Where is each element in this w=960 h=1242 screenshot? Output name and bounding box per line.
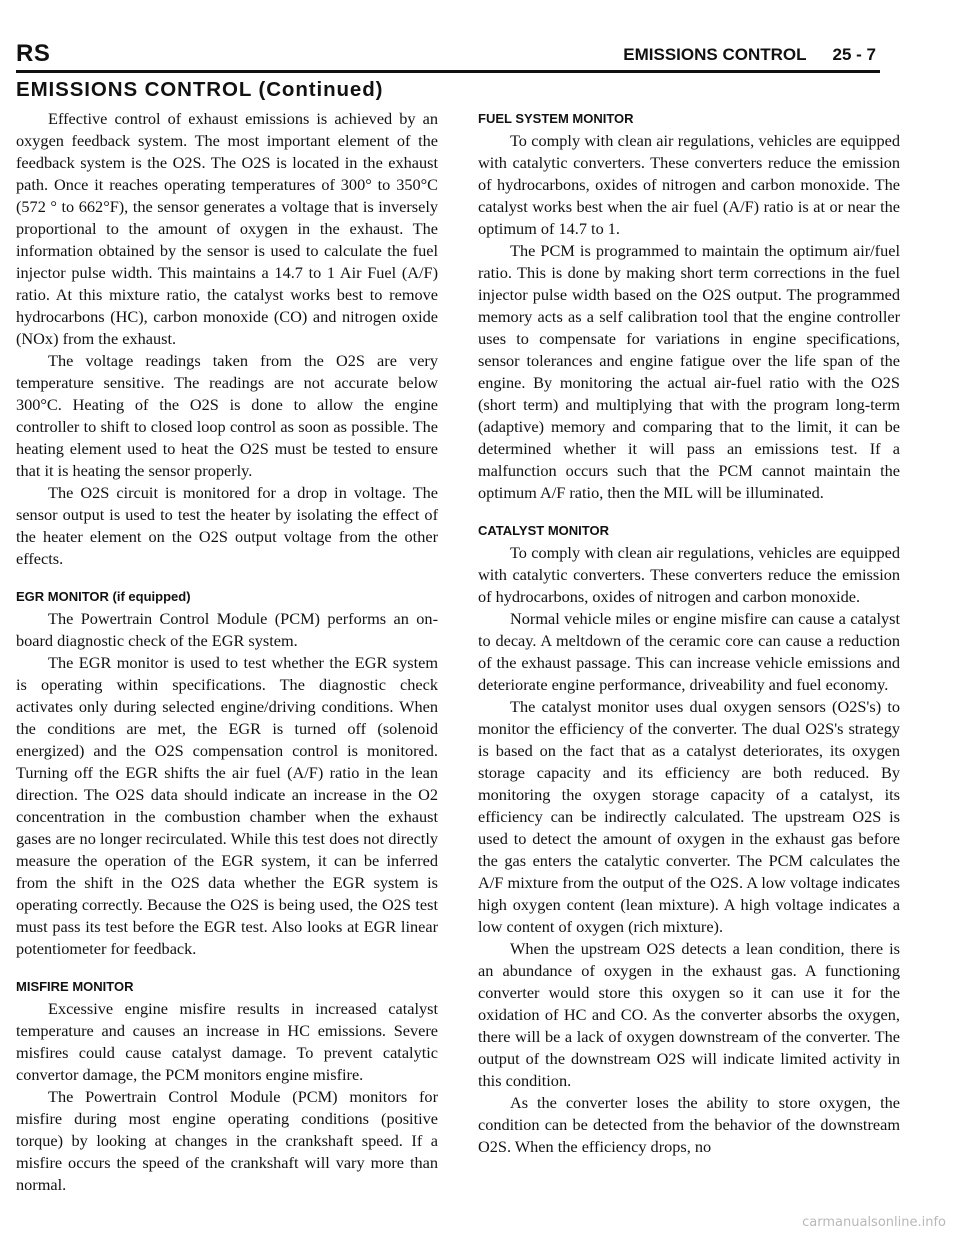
paragraph: To comply with clean air regulations, vehicles are equipped with catalytic converters. These converters reduce the emission of hydrocarbons, oxides of nitrogen and carbon monoxide. The catalyst works best when the air fuel (A/F) ratio is at or near the optimum of 14.7 to 1. xyxy=(478,131,900,238)
page-title: EMISSIONS CONTROL (Continued) xyxy=(16,78,384,101)
paragraph: When the upstream O2S detects a lean condition, there is an abundance of oxygen in the exhaust gas. A functioning converter would store this oxygen so it can use it for the oxidation of HC and CO. As the converter absorbs the oxygen, there will be a lack of oxygen downstream of the converter. The output of the downstream O2S will indicate limited activity in this condition. xyxy=(478,939,900,1090)
paragraph: The PCM is programmed to maintain the optimum air/fuel ratio. This is done by making short term corrections in the fuel injector pulse width based on the O2S output. The programmed memory acts as a self calibration tool that the engine controller uses to compensate for variations in engine specifications, sensor tolerances and engine fatigue over the life span of the engine. By monitoring the actual air-fuel ratio with the O2S (short term) and multiplying that with the program long-term (adaptive) memory and comparing that to the limit, it can be determined whether it will pass an emissions test. If a malfunction occurs such that the PCM cannot maintain the optimum A/F ratio, then the MIL will be illuminated. xyxy=(478,241,900,502)
paragraph: The EGR monitor is used to test whether the EGR system is operating within specifications. The diagnostic check activates only during selected engine/driving conditions. When the conditions are met, the EGR is turned off (solenoid energized) and the O2S compensation control is monitored. Turning off the EGR shifts the air fuel (A/F) ratio in the lean direction. The O2S data should indicate an increase in the O2 concentration in the combustion chamber when the exhaust gases are no longer recirculated. While this test does not directly measure the operation of the EGR system, it can be inferred from the shift in the O2S data whether the EGR system is operating correctly. Because the O2S is being used, the O2S test must pass its test before the EGR test. Also looks at EGR linear potentiometer for feedback. xyxy=(16,653,438,958)
header-section xyxy=(623,45,876,65)
header-model-code: RS xyxy=(16,40,51,67)
section-heading-catalyst-monitor: CATALYST MONITOR xyxy=(478,523,609,538)
paragraph: To comply with clean air regulations, vehicles are equipped with catalytic converters. These converters reduce the emission of hydrocarbons, oxides of nitrogen and carbon monoxide. xyxy=(478,543,900,606)
paragraph: The voltage readings taken from the O2S are very temperature sensitive. The readings are not accurate below 300°C. Heating of the O2S is done to allow the engine controller to shift to closed loop control as soon as possible. The heating element used to heat the O2S must be tested to ensure that it is heating the sensor properly. xyxy=(16,351,438,480)
section-heading-fuel-system-monitor: FUEL SYSTEM MONITOR xyxy=(478,111,634,126)
header-section-title: EMISSIONS CONTROL xyxy=(623,45,807,64)
paragraph: Normal vehicle miles or engine misfire can cause a catalyst to decay. A meltdown of the ceramic core can cause a reduction of the exhaust passage. This can increase vehicle emissions and deteriorate engine performance, driveability and fuel economy. xyxy=(478,609,900,694)
paragraph: The catalyst monitor uses dual oxygen sensors (O2S's) to monitor the efficiency of the converter. The dual O2S's strategy is based on the fact that as a catalyst deteriorates, its oxygen storage capacity and its efficiency are both reduced. By monitoring the oxygen storage capacity of a catalyst, its efficiency can be indirectly calculated. The upstream O2S is used to detect the amount of oxygen in the exhaust gas before the gas enters the catalytic converter. The PCM calculates the A/F mixture from the output of the O2S. A low voltage indicates high oxygen content (lean mixture). A high voltage indicates a low content of oxygen (rich mixture). xyxy=(478,697,900,936)
paragraph: The Powertrain Control Module (PCM) monitors for misfire during most engine operating conditions (positive torque) by looking at changes in the crankshaft speed. If a misfire occurs the speed of the crankshaft will vary more than normal. xyxy=(16,1087,438,1194)
header-rule xyxy=(16,70,880,73)
paragraph: Effective control of exhaust emissions is achieved by an oxygen feedback system. The most important element of the feedback system is the O2S. The O2S is located in the exhaust path. Once it reaches operating temperatures of 300° to 350°C (572 ° to 662°F), the sensor generates a voltage that is inversely proportional to the amount of oxygen in the exhaust. The information obtained by the sensor is used to calculate the fuel injector pulse width. This maintains a 14.7 to 1 Air Fuel (A/F) ratio. At this mixture ratio, the catalyst works best to remove hydrocarbons (HC), carbon monoxide (CO) and nitrogen oxide (NOx) from the exhaust. xyxy=(16,109,438,348)
section-heading-egr-monitor: EGR MONITOR (if equipped) xyxy=(16,589,191,604)
paragraph: Excessive engine misfire results in increased catalyst temperature and causes an increase in HC emissions. Severe misfires could cause catalyst damage. To prevent catalytic convertor damage, the PCM monitors engine misfire. xyxy=(16,999,438,1084)
paragraph: The O2S circuit is monitored for a drop in voltage. The sensor output is used to test the heater by isolating the effect of the heater element on the O2S output voltage from the other effects. xyxy=(16,483,438,568)
paragraph: As the converter loses the ability to store oxygen, the condition can be detected from the behavior of the downstream O2S. When the efficiency drops, no xyxy=(478,1093,900,1156)
page-number: 25 - 7 xyxy=(832,45,876,64)
watermark: carmanualsonline.info xyxy=(802,1215,946,1230)
left-column xyxy=(16,108,438,1196)
section-heading-misfire-monitor: MISFIRE MONITOR xyxy=(16,979,134,994)
paragraph: The Powertrain Control Module (PCM) performs an on-board diagnostic check of the EGR system. xyxy=(16,609,438,650)
right-column xyxy=(478,108,900,1158)
